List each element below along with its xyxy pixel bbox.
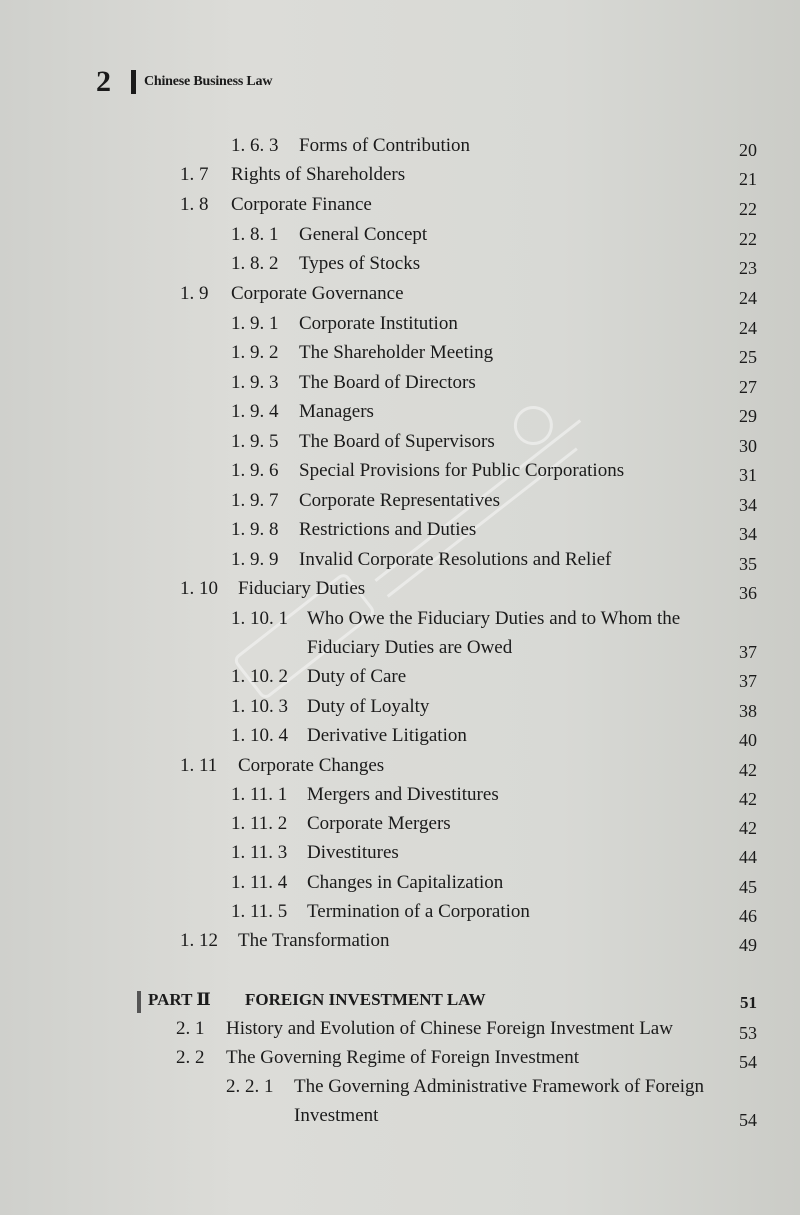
toc-entry-page: 49 — [739, 935, 757, 955]
toc-entry — [0, 135, 800, 165]
toc-entry-title: Corporate Representatives — [299, 490, 501, 511]
toc-entry-number: 1. 9. 2 — [231, 342, 279, 363]
toc-entry-number: 1. 11. 3 — [231, 842, 288, 863]
toc-entry-title: Fiduciary Duties — [238, 578, 366, 599]
toc-entry-page: 20 — [739, 140, 757, 160]
toc-entry-title: Types of Stocks — [299, 253, 421, 274]
toc-entry — [0, 164, 800, 194]
toc-entry-page: 23 — [739, 258, 757, 278]
toc-entry-number: 1. 9. 5 — [231, 431, 279, 452]
toc-entry — [0, 784, 800, 814]
toc-entry-page: 42 — [739, 760, 757, 780]
toc-entry-number: 1. 10. 2 — [231, 666, 288, 687]
toc-entry-title: The Transformation — [238, 930, 390, 951]
toc-entry-number: 1. 11. 5 — [231, 901, 288, 922]
toc-entry — [0, 194, 800, 224]
toc-entry-page: 35 — [739, 554, 757, 574]
toc-entry-page: 29 — [739, 406, 757, 426]
toc-entry — [0, 872, 800, 902]
toc-entry-number: 1. 8 — [180, 194, 209, 215]
toc-entry-title: Corporate Governance — [231, 283, 404, 304]
toc-entry-title: Fiduciary Duties are Owed — [307, 637, 513, 658]
toc-entry-number: 1. 6. 3 — [231, 135, 279, 156]
toc-entry — [0, 313, 800, 343]
toc-entry — [0, 460, 800, 490]
toc-entry-number: 1. 9. 3 — [231, 372, 279, 393]
toc-entry-number: 1. 10. 3 — [231, 696, 288, 717]
toc-entry-title: Managers — [299, 401, 374, 422]
toc-entry — [0, 372, 800, 402]
toc-entry-title: Termination of a Corporation — [307, 901, 530, 922]
toc-entry-number: 1. 10. 4 — [231, 725, 288, 746]
toc-entry — [0, 490, 800, 520]
toc-entry-page: 24 — [739, 318, 757, 338]
toc-entry-page: 44 — [739, 847, 757, 867]
toc-entry — [0, 549, 800, 579]
toc-entry-title: Invalid Corporate Resolutions and Relief — [299, 549, 612, 570]
toc-entry-number: 1. 8. 1 — [231, 224, 279, 245]
toc-entry-number: 1. 11. 4 — [231, 872, 288, 893]
toc-entry — [0, 519, 800, 549]
toc-entry-title: Corporate Institution — [299, 313, 458, 334]
toc-entry-title: Divestitures — [307, 842, 399, 863]
toc-entry-title: Duty of Loyalty — [307, 696, 430, 717]
toc-entry-page: 31 — [739, 465, 757, 485]
toc-entry-number: 2. 1 — [176, 1018, 205, 1039]
toc-entry — [0, 813, 800, 843]
toc-entry-page: 42 — [739, 818, 757, 838]
toc-entry-title: Derivative Litigation — [307, 725, 467, 746]
toc-entry-page: 27 — [739, 377, 757, 397]
toc-entry — [0, 1076, 800, 1106]
toc-entry-number: 1. 9 — [180, 283, 209, 304]
running-header — [96, 62, 272, 102]
toc-entry — [0, 1047, 800, 1077]
toc-entry-page: 54 — [739, 1110, 757, 1130]
toc-entry-title: General Concept — [299, 224, 428, 245]
toc-entry-title: Investment — [294, 1105, 379, 1126]
toc-entry-number: 2. 2. 1 — [226, 1076, 274, 1097]
toc-entry-page: 34 — [739, 495, 757, 515]
toc-entry-title: Forms of Contribution — [299, 135, 471, 156]
toc-entry — [0, 1105, 800, 1135]
toc-entry — [0, 253, 800, 283]
toc-entry-page: 22 — [739, 199, 757, 219]
toc-entry-title: Mergers and Divestitures — [307, 784, 499, 805]
toc-entry-page: 46 — [739, 906, 757, 926]
toc-entry-page: 45 — [739, 877, 757, 897]
toc-entry — [0, 342, 800, 372]
toc-entry-page: 21 — [739, 169, 757, 189]
toc-entry — [0, 842, 800, 872]
toc-entry — [0, 696, 800, 726]
toc-entry-title: Rights of Shareholders — [231, 164, 406, 185]
toc-entry-page: 53 — [739, 1023, 757, 1043]
toc-entry-page: 22 — [739, 229, 757, 249]
toc-entry — [0, 608, 800, 638]
toc-entry-title: Duty of Care — [307, 666, 407, 687]
page-number: 2 — [96, 65, 111, 98]
toc-entry-title: Who Owe the Fiduciary Duties and to Whom the — [307, 608, 681, 629]
toc-entry-page: 24 — [739, 288, 757, 308]
toc-entry-number: 1. 12 — [180, 930, 218, 951]
toc-entry-title: Corporate Finance — [231, 194, 372, 215]
toc-part-title: FOREIGN INVESTMENT LAW — [245, 990, 486, 1009]
toc-entry-page: 34 — [739, 524, 757, 544]
toc-part-number: PART Ⅱ — [148, 990, 211, 1009]
toc-entry-title: The Shareholder Meeting — [299, 342, 494, 363]
toc-entry-number: 1. 9. 7 — [231, 490, 279, 511]
toc-entry-title: Corporate Changes — [238, 755, 385, 776]
toc-entry — [0, 401, 800, 431]
header-bar — [131, 70, 136, 94]
toc-entry — [0, 578, 800, 608]
toc-entry-title: Changes in Capitalization — [307, 872, 504, 893]
toc-entry-title: The Governing Regime of Foreign Investment — [226, 1047, 580, 1068]
toc-entry-page: 25 — [739, 347, 757, 367]
toc-entry — [0, 725, 800, 755]
toc-entry-number: 2. 2 — [176, 1047, 205, 1068]
toc-entry-page: 42 — [739, 789, 757, 809]
toc-entry — [0, 283, 800, 313]
toc-entry-number: 1. 9. 9 — [231, 549, 279, 570]
toc-entry-number: 1. 9. 6 — [231, 460, 279, 481]
toc-entry-number: 1. 10. 1 — [231, 608, 288, 629]
toc-entry-number: 1. 11. 2 — [231, 813, 288, 834]
toc-entry — [0, 637, 800, 667]
toc-entry-title: History and Evolution of Chinese Foreign Investment Law — [226, 1018, 673, 1039]
toc-entry — [0, 224, 800, 254]
toc-entry — [0, 1018, 800, 1048]
toc-entry — [0, 930, 800, 960]
toc-entry-title: The Board of Directors — [299, 372, 476, 393]
toc-entry — [0, 431, 800, 461]
toc-entry-page: 51 — [740, 993, 757, 1012]
toc-entry-number: 1. 9. 1 — [231, 313, 279, 334]
toc-entry-title: Special Provisions for Public Corporations — [299, 460, 625, 481]
toc-entry-number: 1. 11. 1 — [231, 784, 288, 805]
toc-entry-title: The Board of Supervisors — [299, 431, 495, 452]
toc-entry-title: The Governing Administrative Framework of Foreign — [294, 1076, 705, 1097]
toc-entry-page: 37 — [739, 642, 757, 662]
toc-entry-number: 1. 10 — [180, 578, 218, 599]
toc-entry-page: 54 — [739, 1052, 757, 1072]
toc-part-heading — [0, 990, 800, 1020]
toc-entry-title: Corporate Mergers — [307, 813, 451, 834]
toc-entry-page: 36 — [739, 583, 757, 603]
toc-entry — [0, 666, 800, 696]
toc-entry-title: Restrictions and Duties — [299, 519, 477, 540]
toc-entry — [0, 755, 800, 785]
toc-entry-number: 1. 11 — [180, 755, 218, 776]
toc-entry-page: 30 — [739, 436, 757, 456]
toc-entry-page: 40 — [739, 730, 757, 750]
toc-entry-page: 37 — [739, 671, 757, 691]
toc-entry-number: 1. 7 — [180, 164, 209, 185]
toc-entry-number: 1. 9. 4 — [231, 401, 279, 422]
toc-entry — [0, 901, 800, 931]
toc-entry-number: 1. 8. 2 — [231, 253, 279, 274]
book-title: Chinese Business Law — [144, 74, 273, 89]
toc-entry-page: 38 — [739, 701, 757, 721]
part-marker-bar — [137, 991, 141, 1013]
toc-entry-number: 1. 9. 8 — [231, 519, 279, 540]
